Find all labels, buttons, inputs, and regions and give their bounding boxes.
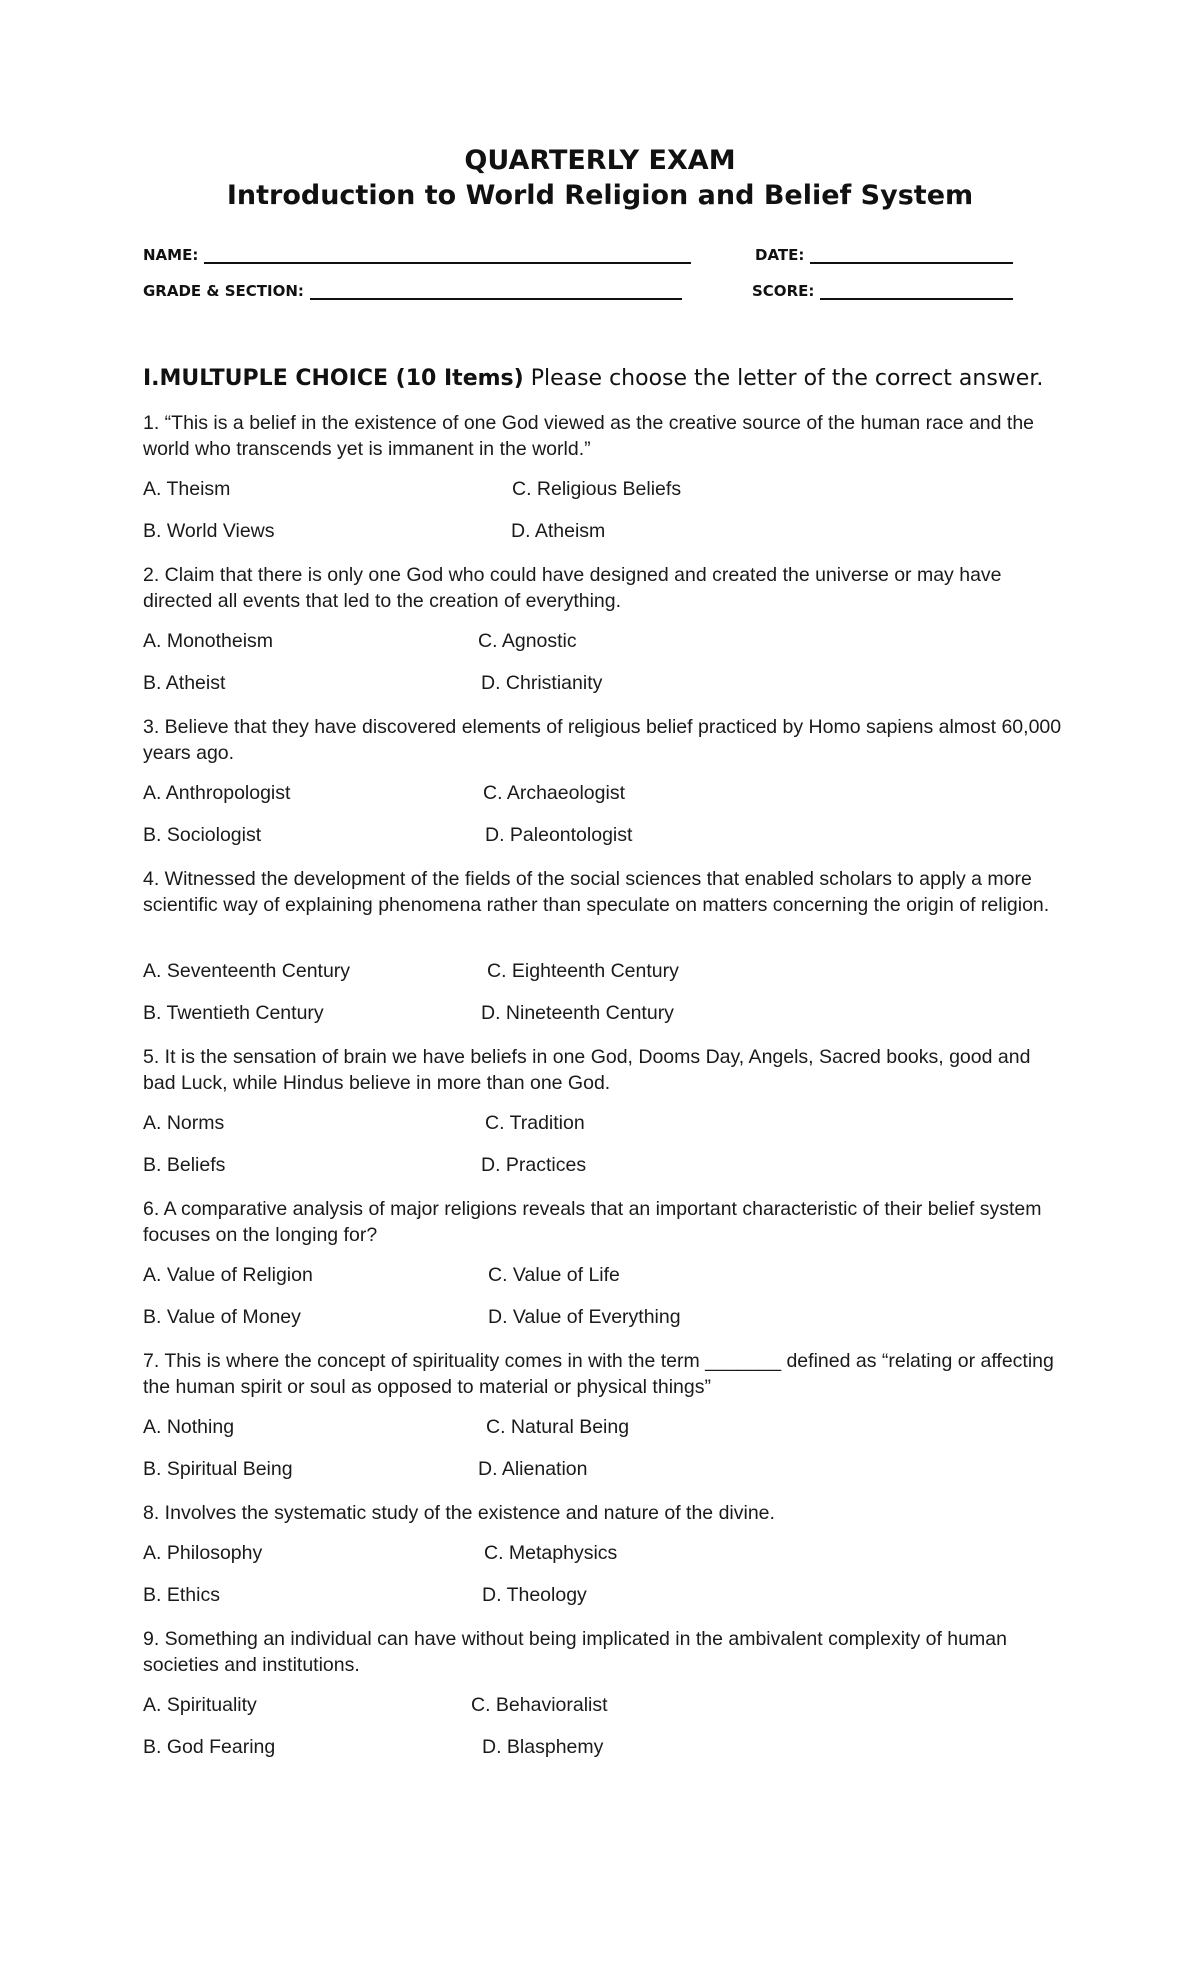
- option-a[interactable]: A. Seventeenth Century: [143, 960, 351, 982]
- question-text: 8. Involves the systematic study of the existence and nature of the divine.: [143, 1502, 775, 1524]
- option-a[interactable]: A. Monotheism: [143, 630, 274, 652]
- option-d[interactable]: D. Alienation: [478, 1458, 588, 1480]
- option-d[interactable]: D. Paleontologist: [485, 824, 633, 846]
- question-text: 6. A comparative analysis of major religions reveals that an important characteristic of their belief system focuses on the longing for?: [143, 1198, 1042, 1246]
- option-d[interactable]: D. Blasphemy: [482, 1736, 604, 1758]
- option-c[interactable]: C. Eighteenth Century: [487, 960, 679, 982]
- option-d[interactable]: D. Theology: [482, 1584, 587, 1606]
- option-d[interactable]: D. Nineteenth Century: [481, 1002, 674, 1024]
- option-c[interactable]: C. Archaeologist: [483, 782, 625, 804]
- question-text: 3. Believe that they have discovered elements of religious belief practiced by Homo sapiens almost 60,000 years ago.: [143, 716, 1062, 764]
- name-field[interactable]: [143, 246, 691, 264]
- grade-section-field[interactable]: [143, 282, 682, 300]
- name-line[interactable]: [204, 248, 691, 264]
- exam-title: QUARTERLY EXAM: [464, 145, 736, 176]
- option-c[interactable]: C. Religious Beliefs: [512, 478, 682, 500]
- question-text: 2. Claim that there is only one God who could have designed and created the universe or may have directed all events that led to the creation of everything.: [143, 564, 1002, 612]
- date-label: DATE:: [755, 246, 805, 264]
- section-title: I.MULTUPLE CHOICE (10 Items): [143, 366, 524, 391]
- option-c[interactable]: C. Value of Life: [488, 1264, 620, 1286]
- option-c[interactable]: C. Behavioralist: [471, 1694, 608, 1716]
- option-b[interactable]: B. Ethics: [143, 1584, 220, 1606]
- grade-section-label: GRADE & SECTION:: [143, 282, 304, 300]
- option-b[interactable]: B. Atheist: [143, 672, 226, 694]
- question-text: 5. It is the sensation of brain we have beliefs in one God, Dooms Day, Angels, Sacred books, good and bad Luck, while Hindus believe in more than one God.: [143, 1046, 1031, 1094]
- date-line[interactable]: [810, 248, 1013, 264]
- option-c[interactable]: C. Agnostic: [478, 630, 577, 652]
- score-line[interactable]: [820, 284, 1013, 300]
- exam-subtitle: Introduction to World Religion and Belief System: [226, 180, 974, 211]
- option-a[interactable]: A. Philosophy: [143, 1542, 263, 1564]
- option-d[interactable]: D. Practices: [481, 1154, 587, 1176]
- date-field[interactable]: [755, 246, 1013, 264]
- section-instruction: Please choose the letter of the correct answer.: [530, 366, 1044, 391]
- option-a[interactable]: A. Nothing: [143, 1416, 235, 1438]
- option-a[interactable]: A. Anthropologist: [143, 782, 291, 804]
- option-b[interactable]: B. Spiritual Being: [143, 1458, 293, 1480]
- section-heading: [143, 366, 1043, 391]
- option-a[interactable]: A. Theism: [143, 478, 231, 500]
- question-text: 7. This is where the concept of spirituality comes in with the term _______ defined as “relating or affecting the human spirit or soul as opposed to material or physical things”: [143, 1350, 1054, 1398]
- option-a[interactable]: A. Norms: [143, 1112, 225, 1134]
- option-c[interactable]: C. Natural Being: [486, 1416, 630, 1438]
- question-text: 4. Witnessed the development of the fields of the social sciences that enabled scholars to apply a more scientific way of explaining phenomena rather than speculate on matters concerning the origin of religion.: [143, 868, 1050, 916]
- option-d[interactable]: D. Value of Everything: [488, 1306, 681, 1328]
- option-b[interactable]: B. Sociologist: [143, 824, 262, 846]
- option-b[interactable]: B. Beliefs: [143, 1154, 226, 1176]
- option-d[interactable]: D. Christianity: [481, 672, 603, 694]
- score-field[interactable]: [752, 282, 1013, 300]
- option-b[interactable]: B. Twentieth Century: [143, 1002, 324, 1024]
- option-d[interactable]: D. Atheism: [511, 520, 606, 542]
- option-c[interactable]: C. Metaphysics: [484, 1542, 618, 1564]
- score-label: SCORE:: [752, 282, 815, 300]
- question-text: 1. “This is a belief in the existence of one God viewed as the creative source of the human race and the world who transcends yet is immanent in the world.”: [143, 412, 1035, 460]
- name-label: NAME:: [143, 246, 199, 264]
- grade-section-line[interactable]: [310, 284, 682, 300]
- option-c[interactable]: C. Tradition: [485, 1112, 585, 1134]
- option-b[interactable]: B. God Fearing: [143, 1736, 276, 1758]
- option-b[interactable]: B. World Views: [143, 520, 275, 542]
- option-b[interactable]: B. Value of Money: [143, 1306, 301, 1328]
- option-a[interactable]: A. Spirituality: [143, 1694, 257, 1716]
- question-text: 9. Something an individual can have without being implicated in the ambivalent complexity of human societies and institutions.: [143, 1628, 1007, 1676]
- option-a[interactable]: A. Value of Religion: [143, 1264, 313, 1286]
